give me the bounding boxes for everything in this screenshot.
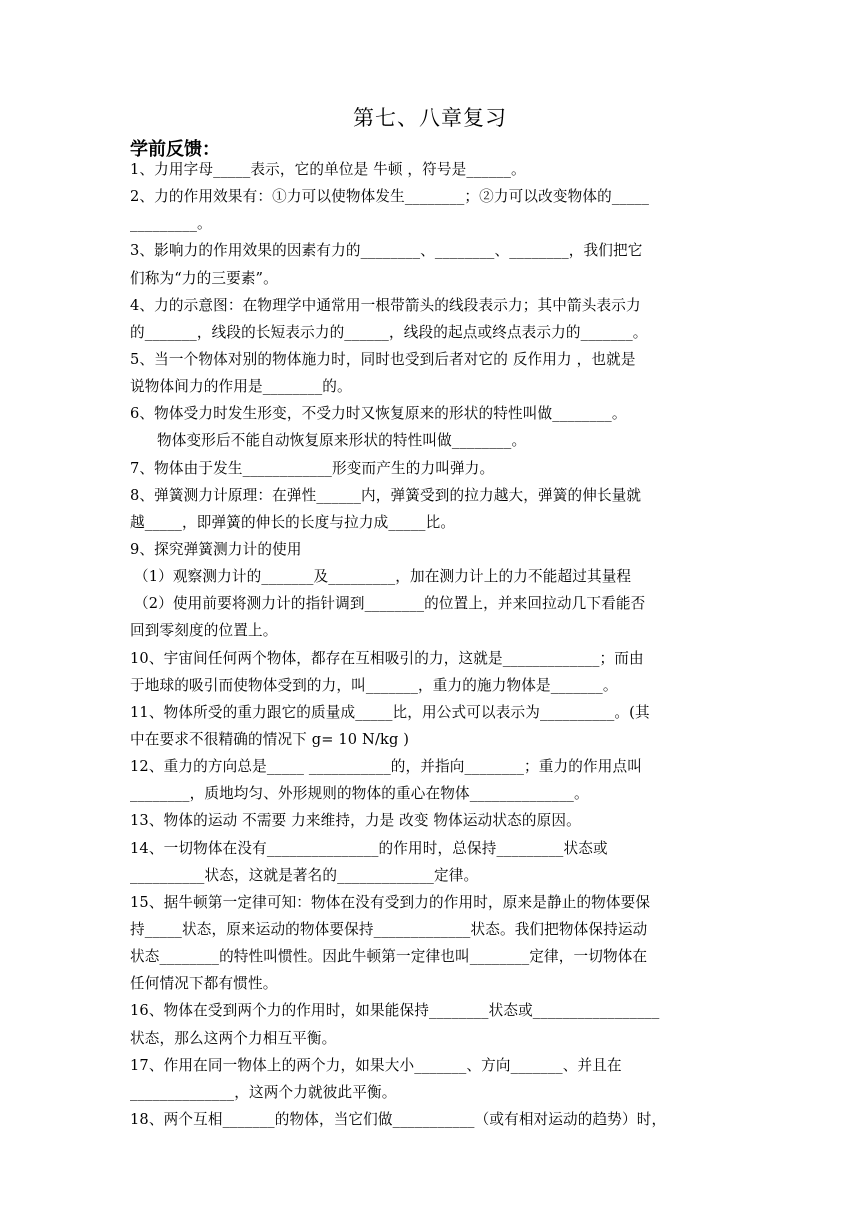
text-line: 们称为“力的三要素”。 xyxy=(130,269,278,287)
text-line: ________，质地均匀、外形规则的物体的重心在物体______________。 xyxy=(130,785,589,803)
text-line: 2、力的作用效果有：①力可以使物体发生________；②力可以改变物体的_____ xyxy=(130,188,650,206)
text-line: （1）观察测力计的_______及_________，加在测力计上的力不能超过其量程 xyxy=(134,568,632,586)
text-line: 7、物体由于发生____________形变而产生的力叫弹力。 xyxy=(130,459,495,477)
text-line: _________。 xyxy=(130,215,212,233)
text-line: 1、力用字母_____表示，它的单位是 牛顿 ，符号是______。 xyxy=(130,161,526,178)
text-line: 8、弹簧测力计原理：在弹性______内，弹簧受到的拉力越大，弹簧的伸长量就 xyxy=(130,486,642,504)
text-line: 12、重力的方向总是_____ ___________的，并指向________；重力的作用点叫 xyxy=(130,758,643,776)
text-line: 9、探究弹簧测力计的使用 xyxy=(130,540,302,558)
text-line: 的_______，线段的长短表示力的______，线段的起点或终点表示力的_______。 xyxy=(130,323,648,341)
text-line: 18、两个互相_______的物体，当它们做___________（或有相对运动的趋势）时， xyxy=(130,1110,667,1128)
text-line: （2）使用前要将测力计的指针调到________的位置上，并来回拉动几下看能否 xyxy=(134,595,646,613)
text-line: 状态，那么这两个力相互平衡。 xyxy=(130,1029,337,1047)
text-line: 6、物体受力时发生形变，不受力时又恢复原来的形状的特性叫做________。 xyxy=(130,405,627,423)
text-line: 物体变形后不能自动恢复原来形状的特性叫做________。 xyxy=(157,432,527,450)
text-line: 16、物体在受到两个力的作用时，如果能保持________状态或_________________ xyxy=(130,1002,660,1020)
text-line: 于地球的吸引而使物体受到的力，叫_______，重力的施力物体是_______。 xyxy=(130,676,618,694)
text-line: 14、一切物体在没有_______________的作用时，总保持_________状态或 xyxy=(130,839,608,857)
text-line: 任何情况下都有惯性。 xyxy=(130,975,278,993)
text-line: 15、据牛顿第一定律可知：物体在没有受到力的作用时，原来是静止的物体要保 xyxy=(130,893,651,911)
text-line: 10、宇宙间任何两个物体，都存在互相吸引的力，这就是_____________；而由 xyxy=(130,649,644,667)
text-line: 4、力的示意图：在物理学中通常用一根带箭头的线段表示力；其中箭头表示力 xyxy=(130,296,641,314)
text-line: 17、作用在同一物体上的两个力，如果大小_______、方向_______、并且在 xyxy=(130,1056,622,1074)
section-heading: 学前反馈： xyxy=(130,139,220,160)
text-line: 越_____，即弹簧的伸长的长度与拉力成_____比。 xyxy=(130,513,456,531)
text-line: __________状态，这就是著名的_____________定律。 xyxy=(130,866,479,884)
text-line: 状态________的特性叫惯性。因此牛顿第一定律也叫________定律，一切物体在 xyxy=(130,948,648,966)
text-line: 11、物体所受的重力跟它的质量成_____比，用公式可以表示为__________。(其 xyxy=(130,703,650,721)
text-line: 3、影响力的作用效果的因素有力的________、________、________，我们把它 xyxy=(130,242,643,260)
text-line: 中在要求不很精确的情况下 g= 10 N/kg ) xyxy=(130,730,410,748)
question-list xyxy=(130,156,730,1133)
text-line: 说物体间力的作用是________的。 xyxy=(130,378,352,396)
text-line: 回到零刻度的位置上。 xyxy=(130,622,278,640)
text-line: 5、当一个物体对别的物体施力时，同时也受到后者对它的 反作用力 ，也就是 xyxy=(130,350,636,368)
text-line: 持_____状态，原来运动的物体要保持_____________状态。我们把物体保持运动 xyxy=(130,920,648,938)
page-title: 第七、八章复习 xyxy=(353,106,507,130)
text-line: 13、物体的运动 不需要 力来维持，力是 改变 物体运动状态的原因。 xyxy=(130,812,581,830)
text-line: ______________，这两个力就彼此平衡。 xyxy=(130,1083,397,1101)
